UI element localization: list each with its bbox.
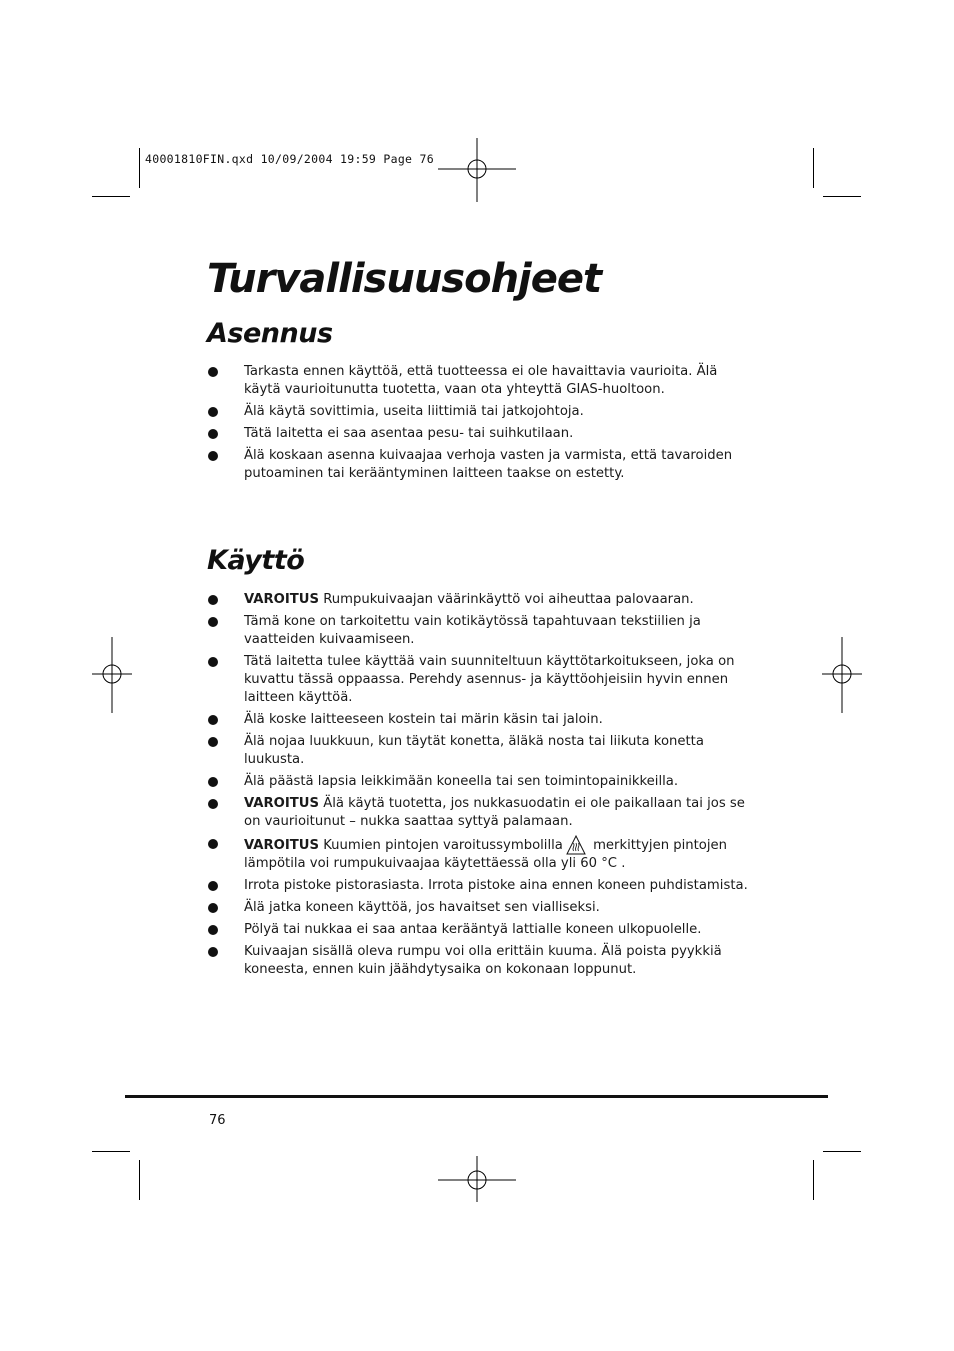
list-item bbox=[207, 773, 752, 791]
item-text: Älä koske laitteeseen kostein tai märin käsin tai jaloin. bbox=[244, 712, 603, 727]
bullet-icon bbox=[208, 881, 218, 891]
item-text: Älä jatka koneen käyttöä, jos havaitset sen vialliseksi. bbox=[244, 900, 600, 915]
bullet-icon bbox=[208, 777, 218, 787]
crop-mark bbox=[823, 196, 861, 197]
item-text: Älä käytä sovittimia, useita liittimiä tai jatkojohtoja. bbox=[244, 404, 584, 419]
bullet-icon bbox=[208, 947, 218, 957]
section-heading-asennus: Asennus bbox=[207, 318, 333, 349]
list-item bbox=[207, 711, 752, 729]
registration-mark-right bbox=[822, 637, 862, 713]
bullet-icon bbox=[208, 925, 218, 935]
registration-mark-top bbox=[438, 130, 516, 210]
item-text: Älä käytä tuotetta, jos nukkasuodatin ei ole paikallaan tai jos se on vaurioitunut – nukka saattaa syttyä palamaan. bbox=[244, 796, 745, 829]
registration-mark-left bbox=[92, 637, 132, 713]
item-text: Älä päästä lapsia leikkimään koneella tai sen toimintopainikkeilla. bbox=[244, 774, 679, 789]
crop-mark bbox=[813, 1160, 814, 1200]
bullet-icon bbox=[208, 429, 218, 439]
hot-surface-warning-icon bbox=[566, 835, 586, 855]
item-text: Pölyä tai nukkaa ei saa antaa kerääntyä lattialle koneen ulkopuolelle. bbox=[244, 922, 702, 937]
list-item bbox=[207, 733, 752, 769]
item-text: Kuivaajan sisällä oleva rumpu voi olla erittäin kuuma. Älä poista pyykkiä koneesta, ennen kuin jäähdytysaika on kokonaan loppunut. bbox=[244, 944, 722, 977]
item-text-after: merkittyjen pintojen lämpötila voi rumpukuivaajaa käytettäessä olla yli 60 °C . bbox=[244, 838, 728, 871]
list-item bbox=[207, 899, 752, 917]
bullet-icon bbox=[208, 715, 218, 725]
crop-mark bbox=[813, 148, 814, 188]
bullet-icon bbox=[208, 367, 218, 377]
item-text: Rumpukuivaajan väärinkäyttö voi aiheuttaa palovaaran. bbox=[319, 592, 694, 607]
item-text: Tämä kone on tarkoitettu vain kotikäytössä tapahtuvaan tekstiilien ja vaatteiden kuivaamiseen. bbox=[244, 614, 701, 647]
item-text: Älä koskaan asenna kuivaajaa verhoja vasten ja varmista, että tavaroiden putoaminen tai kerääntyminen laitteen taakse on estetty. bbox=[244, 448, 733, 481]
crop-mark bbox=[139, 148, 140, 188]
list-item bbox=[207, 613, 752, 649]
list-item bbox=[207, 877, 752, 895]
bullet-icon bbox=[208, 657, 218, 667]
kaytto-list bbox=[207, 591, 752, 983]
item-text: Tätä laitetta ei saa asentaa pesu- tai suihkutilaan. bbox=[244, 426, 574, 441]
list-item bbox=[207, 835, 752, 873]
list-item bbox=[207, 447, 752, 483]
item-text: Tätä laitetta tulee käyttää vain suunniteltuun käyttötarkoitukseen, joka on kuvattu tässä oppaassa. Perehdy asennus- ja käyttöohjeisiin hyvin ennen laitteen käyttöä. bbox=[244, 654, 735, 705]
page-number: 76 bbox=[209, 1113, 226, 1128]
list-item bbox=[207, 425, 752, 443]
item-text: Tarkasta ennen käyttöä, että tuotteessa ei ole havaittavia vaurioita. Älä käytä vaurioitunutta tuotetta, vaan ota yhteyttä GIAS-huoltoon. bbox=[244, 364, 718, 397]
bullet-icon bbox=[208, 799, 218, 809]
bullet-icon bbox=[208, 737, 218, 747]
page-title: Turvallisuusohjeet bbox=[207, 256, 602, 302]
section-heading-kaytto: Käyttö bbox=[207, 545, 305, 576]
bullet-icon bbox=[208, 903, 218, 913]
warning-label: VAROITUS bbox=[244, 796, 319, 811]
list-item bbox=[207, 403, 752, 421]
asennus-list bbox=[207, 363, 752, 487]
footer-rule bbox=[125, 1095, 828, 1098]
list-item bbox=[207, 921, 752, 939]
bullet-icon bbox=[208, 595, 218, 605]
bullet-icon bbox=[208, 451, 218, 461]
list-item bbox=[207, 653, 752, 707]
item-text: Älä nojaa luukkuun, kun täytät konetta, äläkä nosta tai liikuta konetta luukusta. bbox=[244, 734, 704, 767]
crop-mark bbox=[139, 1160, 140, 1200]
list-item bbox=[207, 591, 752, 609]
warning-label: VAROITUS bbox=[244, 838, 319, 853]
item-text: Irrota pistoke pistorasiasta. Irrota pistoke aina ennen koneen puhdistamista. bbox=[244, 878, 748, 893]
warning-label: VAROITUS bbox=[244, 592, 319, 607]
print-slug: 40001810FIN.qxd 10/09/2004 19:59 Page 76 bbox=[145, 152, 434, 166]
registration-mark-bottom bbox=[438, 1142, 516, 1202]
bullet-icon bbox=[208, 839, 218, 849]
crop-mark bbox=[823, 1151, 861, 1152]
list-item bbox=[207, 943, 752, 979]
bullet-icon bbox=[208, 617, 218, 627]
list-item bbox=[207, 795, 752, 831]
crop-mark bbox=[92, 1151, 130, 1152]
item-text: Kuumien pintojen varoitussymbolilla bbox=[319, 838, 563, 853]
bullet-icon bbox=[208, 407, 218, 417]
list-item bbox=[207, 363, 752, 399]
crop-mark bbox=[92, 196, 130, 197]
